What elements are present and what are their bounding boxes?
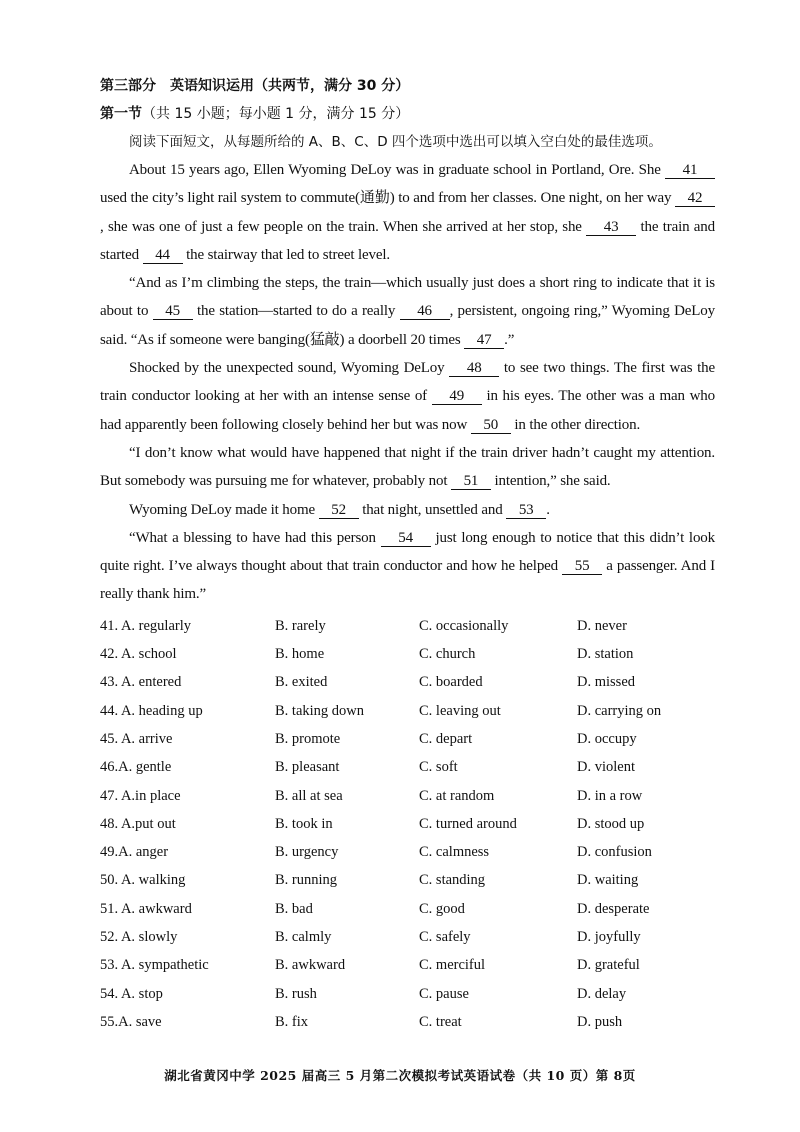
blank-52: 52	[319, 502, 359, 519]
option-c: C. standing	[419, 872, 486, 889]
option-row-51	[100, 895, 715, 923]
option-c: C. depart	[419, 730, 473, 747]
option-d: D. grateful	[577, 957, 640, 974]
option-d: D. violent	[577, 759, 635, 776]
option-row-42	[100, 640, 715, 668]
blank-54: 54	[381, 530, 431, 547]
option-c: C. boarded	[419, 674, 483, 691]
option-b: B. all at sea	[275, 787, 343, 804]
option-d: D. joyfully	[577, 929, 641, 946]
option-d: D. occupy	[577, 730, 637, 747]
blank-49: 49	[432, 388, 482, 405]
option-b: B. rarely	[275, 617, 326, 634]
option-d: D. stood up	[577, 815, 645, 832]
option-row-49	[100, 838, 715, 866]
option-row-45	[100, 725, 715, 753]
option-a: 49.A. anger	[100, 844, 169, 861]
blank-47: 47	[464, 332, 504, 349]
option-b: B. home	[275, 646, 325, 663]
passage-paragraph-4: “I don’t know what would have happened that night if the train driver hadn’t caught my attention. But somebody was pursuing me for whatever, probably not 51 intention,” she said.	[100, 444, 715, 490]
option-row-52	[100, 923, 715, 951]
option-b: B. awkward	[275, 957, 346, 974]
option-row-41	[100, 612, 715, 640]
option-d: D. delay	[577, 985, 627, 1002]
option-c: C. calmness	[419, 844, 490, 861]
option-a: 41. A. regularly	[100, 617, 192, 634]
option-c: C. good	[419, 900, 465, 917]
blank-46: 46	[400, 303, 450, 320]
subsection-heading	[100, 100, 715, 128]
option-d: D. in a row	[577, 787, 643, 804]
options-list	[100, 612, 715, 1036]
option-c: C. at random	[419, 787, 495, 804]
option-b: B. urgency	[275, 844, 339, 861]
blank-51: 51	[451, 473, 491, 490]
option-b: B. running	[275, 872, 338, 889]
option-b: B. fix	[275, 1013, 309, 1030]
option-row-43	[100, 668, 715, 696]
option-d: D. confusion	[577, 844, 652, 861]
option-a: 52. A. slowly	[100, 929, 178, 946]
option-d: D. never	[577, 617, 627, 634]
option-d: D. waiting	[577, 872, 639, 889]
option-b: B. took in	[275, 815, 333, 832]
option-c: C. treat	[419, 1013, 462, 1030]
option-row-54	[100, 980, 715, 1008]
option-c: C. church	[419, 646, 476, 663]
exam-page	[100, 72, 715, 1036]
option-row-46	[100, 753, 715, 781]
subsection-label: 第一节	[100, 106, 142, 122]
option-row-53	[100, 951, 715, 979]
option-a: 47. A.in place	[100, 787, 181, 804]
option-c: C. turned around	[419, 815, 517, 832]
option-c: C. soft	[419, 759, 458, 776]
option-row-55	[100, 1008, 715, 1036]
passage-paragraph-3: Shocked by the unexpected sound, Wyoming DeLoy 48 to see two things. The first was the train conductor looking at her with an intense sense of 49 in his eyes. The other was a man who had apparently been following closely behind her but was now 50 in the other direction.	[100, 360, 716, 433]
option-c: C. merciful	[419, 957, 486, 974]
option-row-50	[100, 866, 715, 894]
option-d: D. push	[577, 1013, 623, 1030]
option-b: B. rush	[275, 985, 317, 1002]
option-b: B. promote	[275, 730, 341, 747]
option-row-44	[100, 697, 715, 725]
option-row-47	[100, 782, 715, 810]
blank-42: 42	[675, 190, 715, 207]
option-a: 44. A. heading up	[100, 702, 203, 719]
option-c: C. occasionally	[419, 617, 509, 634]
option-d: D. station	[577, 646, 634, 663]
option-a: 48. A.put out	[100, 815, 176, 832]
blank-43: 43	[586, 219, 636, 236]
option-b: B. bad	[275, 900, 313, 917]
option-c: C. leaving out	[419, 702, 501, 719]
subsection-desc: （共 15 小题；每小题 1 分，满分 15 分）	[142, 106, 410, 122]
option-a: 55.A. save	[100, 1013, 162, 1030]
passage-paragraph-5: Wyoming DeLoy made it home 52 that night, unsettled and 53 .	[129, 501, 550, 518]
option-a: 53. A. sympathetic	[100, 957, 209, 974]
passage-paragraph-2: “And as I’m climbing the steps, the train—which usually just does a short ring to indicate that it is about to 45 the station—started to do a really 46 , persistent, ongoing ring,” Wyoming DeLoy said. “As if someone were banging(猛敲) a doorbell 20 times 47 .”	[100, 275, 715, 348]
blank-44: 44	[143, 247, 183, 264]
option-b: B. exited	[275, 674, 328, 691]
passage-paragraph-1: About 15 years ago, Ellen Wyoming DeLoy was in graduate school in Portland, Ore. She 41 used the city’s light rail system to commute(通勤) to and from her classes. One night, on her way 42, she was one of just a few people on the train. When she arrived at her stop, she 43 the train and started 44 the stairway that led to street level.	[100, 162, 715, 263]
blank-41: 41	[665, 162, 715, 179]
option-a: 43. A. entered	[100, 674, 182, 691]
blank-55: 55	[562, 558, 602, 575]
blank-53: 53	[506, 502, 546, 519]
option-a: 42. A. school	[100, 646, 177, 663]
option-b: B. pleasant	[275, 759, 340, 776]
option-a: 51. A. awkward	[100, 900, 192, 917]
passage-paragraph-6: “What a blessing to have had this person 54 just long enough to notice that this didn’t look quite right. I’ve always thought about that train conductor and how he helped 55 a passenger. And I really thank him.”	[100, 529, 715, 603]
blank-50: 50	[471, 417, 511, 434]
option-a: 46.A. gentle	[100, 759, 172, 776]
instruction: 阅读下面短文，从每题所给的 A、B、C、D 四个选项中选出可以填入空白处的最佳选项。	[129, 134, 662, 150]
option-b: B. calmly	[275, 929, 332, 946]
option-d: D. missed	[577, 674, 635, 691]
section-title: 第三部分 英语知识运用（共两节，满分 30 分）	[100, 78, 410, 94]
option-c: C. safely	[419, 929, 471, 946]
option-d: D. desperate	[577, 900, 650, 917]
page-footer: 湖北省黄冈中学 2025 届高三 5 月第二次模拟考试英语试卷（共 10 页）第 8页	[164, 1068, 636, 1083]
option-c: C. pause	[419, 985, 469, 1002]
option-b: B. taking down	[275, 702, 365, 719]
blank-45: 45	[153, 303, 193, 320]
option-a: 45. A. arrive	[100, 730, 173, 747]
option-row-48	[100, 810, 715, 838]
blank-48: 48	[449, 360, 499, 377]
option-a: 54. A. stop	[100, 985, 163, 1002]
option-d: D. carrying on	[577, 702, 662, 719]
option-a: 50. A. walking	[100, 872, 186, 889]
